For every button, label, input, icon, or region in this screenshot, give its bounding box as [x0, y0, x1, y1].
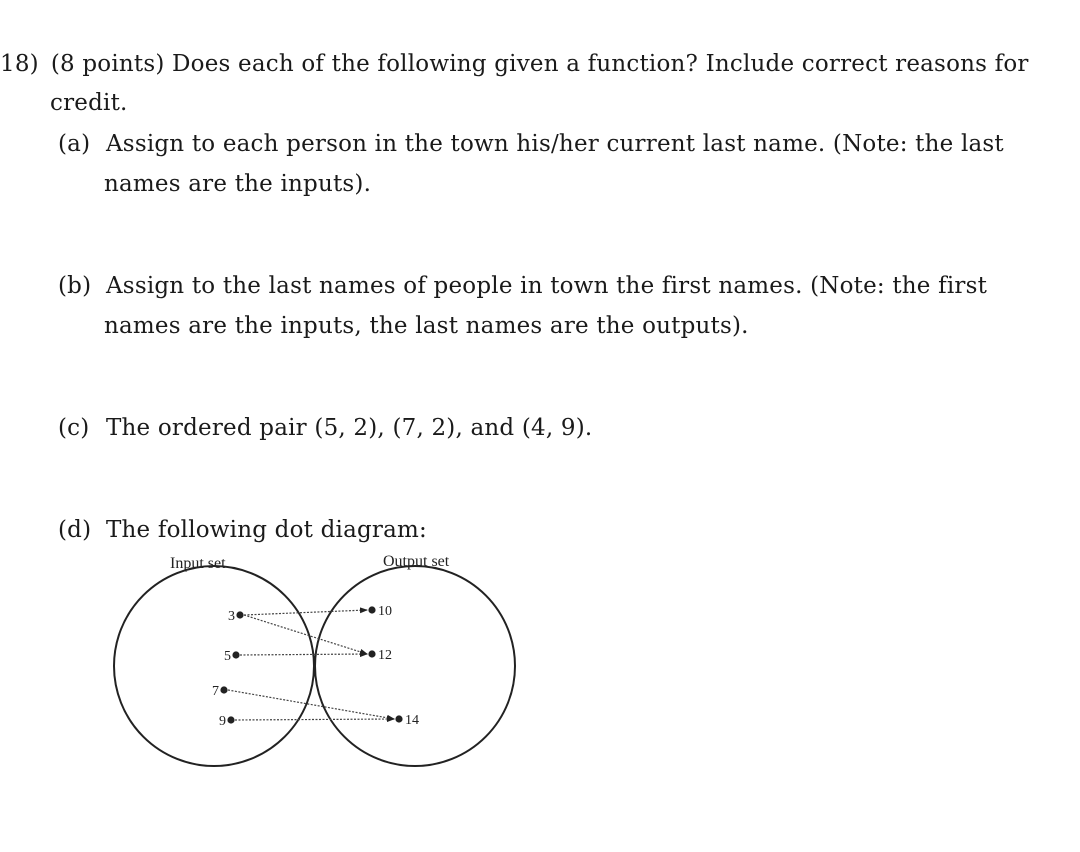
- part-b: [58, 272, 987, 300]
- part-c: [58, 414, 592, 442]
- part-c-label: (c): [58, 415, 90, 441]
- output-dot-10: [368, 606, 375, 613]
- part-d-label: (d): [58, 517, 92, 543]
- part-c-line-1: The ordered pair (5, 2), (7, 2), and (4, 9).: [106, 415, 593, 441]
- input-set-circle: [114, 566, 314, 766]
- input-dot-7: [220, 686, 227, 693]
- output-label-14: 14: [405, 713, 419, 728]
- part-d-line-1: The following dot diagram:: [106, 517, 427, 543]
- part-a-line-1: Assign to each person in the town his/her current last name. (Note: the last: [106, 131, 1004, 157]
- arrow-7-to-14: [228, 690, 394, 719]
- part-a-line-2: names are the inputs).: [104, 171, 372, 197]
- output-set-circle: [315, 566, 515, 766]
- output-label-10: 10: [378, 604, 392, 619]
- output-dot-12: [368, 650, 375, 657]
- question-header: [0, 50, 1029, 78]
- part-a: [58, 130, 1004, 158]
- input-dot-9: [227, 716, 234, 723]
- arrow-3-to-10: [244, 610, 367, 615]
- question-prompt-line-2: credit.: [50, 90, 128, 116]
- question-prompt-line-1: (8 points) Does each of the following given a function? Include correct reasons for: [50, 51, 1029, 77]
- part-d: [58, 516, 427, 544]
- input-elements: [212, 609, 244, 729]
- arrow-9-to-14: [235, 719, 394, 720]
- output-dot-14: [395, 715, 402, 722]
- output-set-title: Output set: [383, 553, 450, 570]
- input-dot-5: [232, 651, 239, 658]
- part-a-label: (a): [58, 131, 91, 157]
- question-number: 18): [0, 51, 39, 77]
- input-label-3: 3: [228, 609, 235, 624]
- part-b-label: (b): [58, 273, 92, 299]
- dot-diagram: [100, 545, 530, 785]
- input-dot-3: [236, 611, 243, 618]
- arrow-3-to-12: [244, 615, 367, 654]
- input-label-7: 7: [212, 684, 219, 699]
- output-label-12: 12: [378, 648, 392, 663]
- input-set-title: Input set: [170, 555, 226, 572]
- output-elements: [368, 604, 419, 728]
- part-b-line-1: Assign to the last names of people in town the first names. (Note: the first: [106, 273, 988, 299]
- input-label-9: 9: [219, 714, 226, 729]
- mapping-arrows: [228, 610, 394, 720]
- arrow-5-to-12: [240, 654, 367, 655]
- input-label-5: 5: [224, 649, 231, 664]
- part-b-line-2: names are the inputs, the last names are the outputs).: [104, 313, 749, 339]
